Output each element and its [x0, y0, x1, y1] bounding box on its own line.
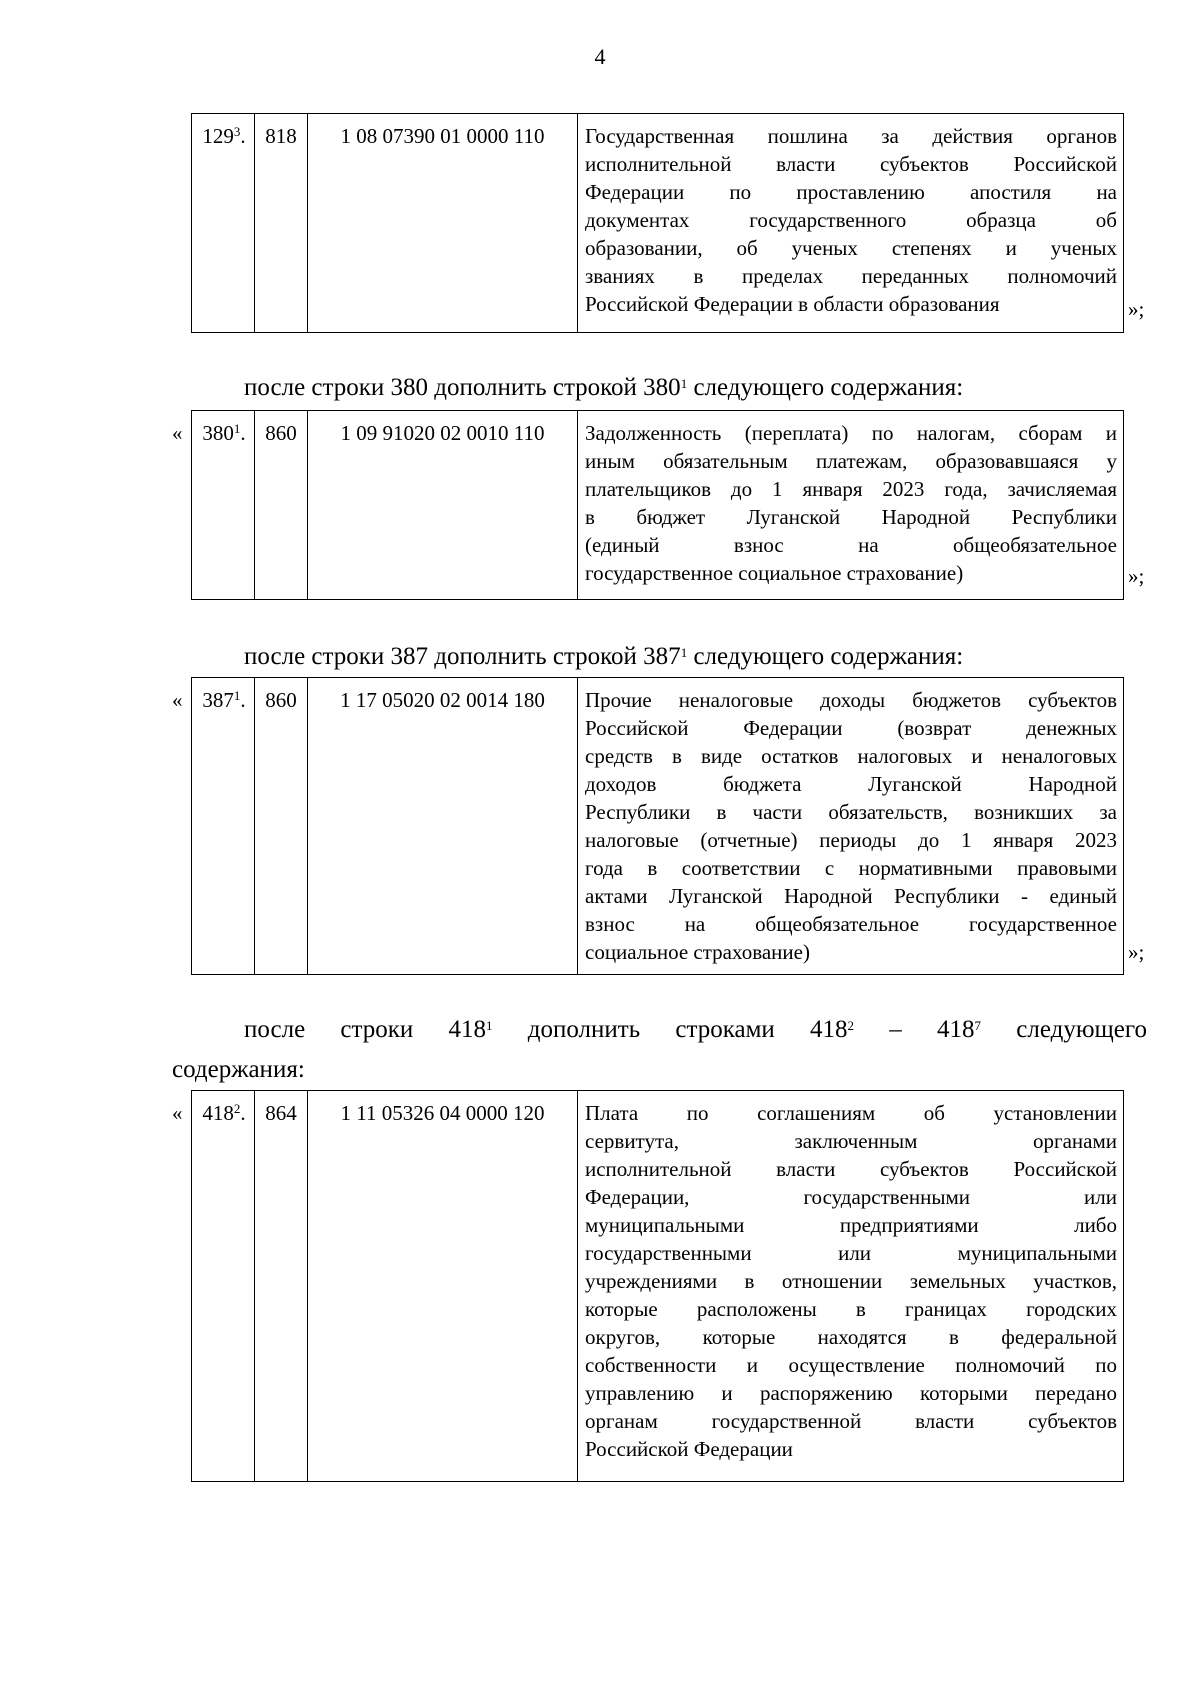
- row-number: $387^1$.: [192, 678, 255, 974]
- row-number: $380^1$.: [192, 411, 255, 599]
- admin-code: 860: [255, 411, 308, 599]
- description: Государственная пошлина за действия органов исполнительной власти субъектов Российской Федерации по проставлению апостиля на документах государственного образца об образовании, об ученых степенях и ученых званиях в пределах переданных полномочий Российской Федерации в области образования: [585, 124, 1117, 316]
- budget-classification-code: 1 17 05020 02 0014 180: [308, 678, 578, 974]
- instruction-paragraph-continuation: содержания:: [172, 1056, 305, 1083]
- closing-quote: »;: [1128, 564, 1145, 588]
- table-row-418-2: [191, 1090, 1124, 1482]
- page-number: 4: [594, 44, 606, 69]
- instruction-paragraph: после строки 387 дополнить строкой $387^1$ следующего содержания:: [244, 643, 964, 670]
- description: Прочие неналоговые доходы бюджетов субъектов Российской Федерации (возврат денежных средств в виде остатков налоговых и неналоговых доходов бюджета Луганской Народной Республики в части обязательств, возникших за налоговые (отчетные) периоды до 1 января 2023 года в соответствии с нормативными правовыми актами Луганской Народной Республики - единый взнос на общеобязательное государственное социальное страхование): [585, 688, 1117, 964]
- opening-quote: «: [172, 688, 183, 712]
- instruction-paragraph: после строки 380 дополнить строкой $380^1$ следующего содержания:: [244, 374, 964, 401]
- budget-classification-code: 1 11 05326 04 0000 120: [308, 1091, 578, 1481]
- admin-code: 860: [255, 678, 308, 974]
- table-row-380-1: [191, 410, 1124, 600]
- opening-quote: «: [172, 421, 183, 445]
- instruction-paragraph: после строки $418^1$ дополнить строками $418^2$ – $418^7$ следующего: [244, 1016, 1147, 1043]
- closing-quote: »;: [1128, 940, 1145, 964]
- admin-code: 864: [255, 1091, 308, 1481]
- description: Задолженность (переплата) по налогам, сборам и иным обязательным платежам, образовавшаяся у плательщиков до 1 января 2023 года, зачисляемая в бюджет Луганской Народной Республики (единый взнос на общеобязательное государственное социальное страхование): [585, 421, 1117, 585]
- budget-classification-code: 1 08 07390 01 0000 110: [308, 114, 578, 332]
- table-row-129-3: [191, 113, 1124, 333]
- row-number: $418^2$.: [192, 1091, 255, 1481]
- closing-quote: »;: [1128, 297, 1145, 321]
- table-row-387-1: [191, 677, 1124, 975]
- admin-code: 818: [255, 114, 308, 332]
- opening-quote: «: [172, 1101, 183, 1125]
- row-number: $129^3$.: [192, 114, 255, 332]
- budget-classification-code: 1 09 91020 02 0010 110: [308, 411, 578, 599]
- description: Плата по соглашениям об установлении сервитута, заключенным органами исполнительной власти субъектов Российской Федерации, государственными или муниципальными предприятиями либо государственными или муниципальными учреждениями в отношении земельных участков, которые расположены в границах городских округов, которые находятся в федеральной собственности и осуществление полномочий по управлению и распоряжению которыми передано органам государственной власти субъектов Российской Федерации: [585, 1101, 1117, 1461]
